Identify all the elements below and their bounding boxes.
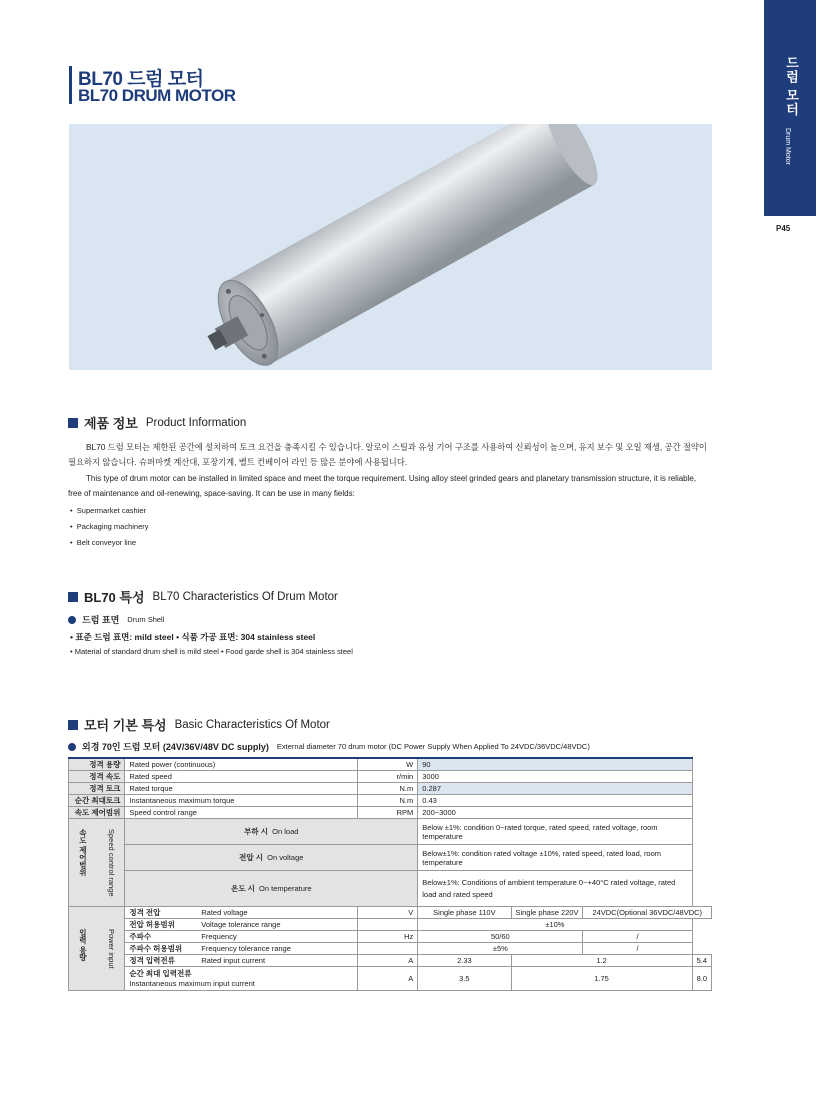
square-bullet-icon bbox=[68, 418, 78, 428]
table-row: 입력 용량 Power input 정격 전압 Rated voltage V Single phase 110V Single phase 220V 24VDC(Optional 36VDC/48VDC) bbox=[69, 907, 712, 919]
page-number: P45 bbox=[776, 224, 791, 233]
table-row: 순간 최대토크 Instantaneous maximum torque N.m 0.43 bbox=[69, 795, 712, 807]
spec-table bbox=[68, 757, 712, 991]
square-bullet-icon bbox=[68, 720, 78, 730]
power-group-label: 입력 용량 Power input bbox=[69, 907, 125, 991]
basic-heading: 모터 기본 특성 Basic Characteristics Of Motor bbox=[68, 715, 330, 734]
table-row: 주파수 허용범위 Frequency tolerance range ±5% / bbox=[69, 943, 712, 955]
drum-shell-en: • Material of standard drum shell is mild steel • Food garde shell is 304 stainless steel bbox=[70, 647, 353, 656]
side-tab-sublabel: Drum Motor bbox=[784, 128, 791, 165]
side-divider bbox=[764, 214, 816, 216]
table-row: 정격 입력전류 Rated input current A 2.33 1.2 5.4 bbox=[69, 955, 712, 967]
list-item: • Packaging machinery bbox=[70, 522, 149, 531]
table-row: 온도 시 On temperature Below±1%: Conditions of ambient temperature 0~+40°C rated voltage, rated load and rated speed bbox=[69, 871, 712, 907]
circle-bullet-icon bbox=[68, 743, 76, 751]
product-info-heading: 제품 정보 Product Information bbox=[68, 413, 246, 432]
drum-motor-illustration bbox=[69, 124, 712, 370]
table-row: 주파수 Frequency Hz 50/60 / bbox=[69, 931, 712, 943]
drum-shell-ko: • 표준 드럼 표면: mild steel • 식품 가공 표면: 304 stainless steel bbox=[70, 632, 316, 642]
product-info-para-en: This type of drum motor can be installed in limited space and meet the torque requirement. Using alloy steel grinded gears and planetary transmission structure, it is reliable, free of maintenance and oil-renewing, space-saving. It can be use in many fields: bbox=[68, 474, 697, 498]
product-info-list bbox=[70, 506, 149, 554]
table-row: 순간 최대 입력전류 Instantaneous maximum input current A 3.5 1.75 8.0 bbox=[69, 967, 712, 991]
table-row: 속도 제어범위 Speed control range 부하 시 On load Below ±1%: condition 0~rated torque, rated speed, rated voltage, room temperature bbox=[69, 819, 712, 845]
table-row: 정격 용량 Rated power (continuous) W 90 bbox=[69, 758, 712, 771]
characteristics-heading: BL70 특성 BL70 Characteristics Of Drum Motor bbox=[68, 587, 338, 606]
title-accent-bar bbox=[69, 66, 72, 104]
speed-group-label: 속도 제어범위 Speed control range bbox=[69, 819, 125, 907]
basic-subheading: 외경 70인 드럼 모터 (24V/36V/48V DC supply) External diameter 70 drum motor (DC Power Supply When Applied To 24VDC/36VDC/48VDC) bbox=[68, 740, 590, 753]
side-tab bbox=[764, 0, 816, 214]
page-title-en: BL70 DRUM MOTOR bbox=[78, 86, 236, 105]
list-item: • Supermarket cashier bbox=[70, 506, 146, 515]
table-row: 정격 속도 Rated speed r/min 3000 bbox=[69, 771, 712, 783]
table-row: 속도 제어범위 Speed control range RPM 200~3000 bbox=[69, 807, 712, 819]
table-row: 정격 토크 Rated torque N.m 0.287 bbox=[69, 783, 712, 795]
side-tab-label: 드럼 모터 bbox=[784, 56, 799, 117]
page-title-ko: BL70 드럼 모터 bbox=[78, 69, 204, 90]
square-bullet-icon bbox=[68, 592, 78, 602]
list-item: • Belt conveyor line bbox=[70, 538, 136, 547]
circle-bullet-icon bbox=[68, 616, 76, 624]
table-row: 전압 허용범위 Voltage tolerance range ±10% bbox=[69, 919, 712, 931]
drum-shell-subheading: 드럼 표면 Drum Shell bbox=[68, 613, 164, 626]
product-photo bbox=[69, 124, 712, 370]
product-info-para-ko: BL70 드럼 모터는 제한된 공간에 설치하여 토크 요건을 충족시킬 수 있습니다. 알로이 스틸과 유성 기어 구조를 사용하여 신뢰성이 높으며, 유지 보수 및 오일 재생, 공간 절약이 필요하지 않습니다. 슈퍼마켓 계산대, 포장기계, 벨트 컨베이어 라인 등 많은 분야에 사용됩니다. bbox=[68, 442, 707, 467]
table-row: 전압 시 On voltage Below±1%: condition rated voltage ±10%, rated speed, rated load, room temperature bbox=[69, 845, 712, 871]
rated-voltage-dc: 24VDC(Optional 36VDC/48VDC) bbox=[583, 907, 712, 919]
